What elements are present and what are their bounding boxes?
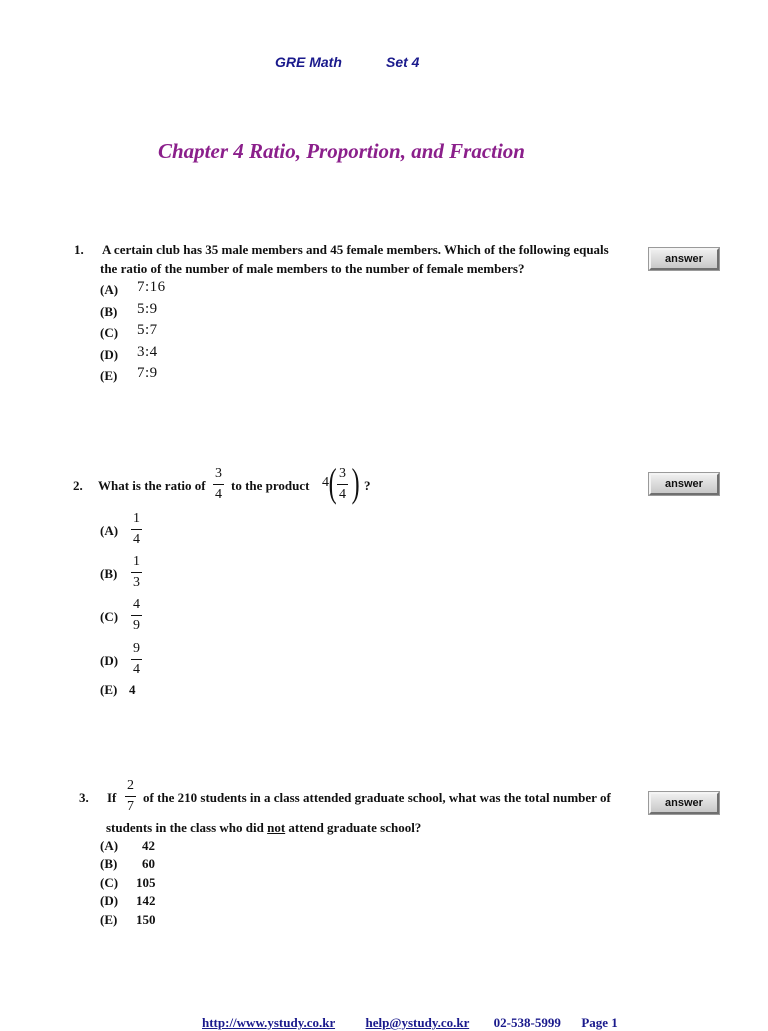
question-text: of the 210 students in a class attended graduate school, what was the total number of [143,790,611,805]
fraction-bar [131,659,142,660]
fraction-denominator: 4 [133,662,140,677]
choice-value: 60 [142,856,155,871]
fraction-denominator: 4 [133,532,140,547]
question-number: 1. [74,242,84,257]
fraction [337,466,348,503]
chapter-title: Chapter 4 Ratio, Proportion, and Fraction [158,139,525,163]
choice-fraction [131,597,142,634]
question-number: 3. [79,790,89,805]
answer-button-q3[interactable]: answer [649,792,719,814]
fraction-denominator: 3 [133,575,140,590]
coefficient: 4 [322,475,329,490]
fraction-denominator: 7 [127,799,134,814]
choice-fraction [131,511,142,548]
fraction-bar [131,572,142,573]
choice-fraction [131,554,142,591]
question-text: What is the ratio of [98,478,206,493]
question-text: students in the class who did [106,820,268,835]
question-number: 2. [73,478,83,493]
emphasis-not: not [267,820,286,835]
choice-label: (B) [100,304,118,319]
choice-label: (E) [100,912,118,927]
choice-label: (E) [100,682,118,697]
fraction-bar [131,615,142,616]
fraction-bar [131,529,142,530]
question-text: ? [364,478,371,493]
question-text: to the product [231,478,310,493]
choice-value: 105 [136,875,156,890]
choice-label: (D) [100,893,119,908]
choice-label: (C) [100,609,119,624]
choice-fraction [131,641,142,678]
fraction-denominator: 4 [215,487,222,502]
choice-value: 150 [136,912,156,927]
choice-value: 5:9 [137,301,158,317]
choice-value: 4 [129,682,136,697]
footer-url[interactable]: http://www.ystudy.co.kr [202,1015,336,1030]
choice-value: 7:16 [137,279,166,295]
question-text-line: A certain club has 35 male members and 45 female members. Which of the following equals [102,242,609,257]
right-parenthesis: ) [351,460,360,505]
answer-button-q1[interactable]: answer [649,248,719,270]
choice-label: (A) [100,282,119,297]
choice-value: 42 [142,838,155,853]
question-text-line [106,818,421,837]
choice-label: (A) [100,838,119,853]
choice-label: (A) [100,523,119,538]
footer-page: Page 1 [581,1015,618,1030]
fraction-numerator: 3 [339,466,346,481]
fraction [125,778,136,815]
choice-value: 3:4 [137,344,158,360]
choice-label: (C) [100,875,119,890]
choice-value: 142 [136,893,156,908]
fraction-denominator: 9 [133,618,140,633]
fraction-numerator: 1 [133,554,140,569]
fraction-bar [125,796,136,797]
choice-label: (E) [100,368,118,383]
fraction-denominator: 4 [339,487,346,502]
choice-label: (B) [100,856,118,871]
fraction-numerator: 9 [133,641,140,656]
question-text: If [107,790,117,805]
fraction-bar [337,484,348,485]
choice-label: (C) [100,325,119,340]
header-subject: GRE Math [275,54,342,70]
question-text: attend graduate school? [285,820,422,835]
question-text-line: the ratio of the number of male members to the number of female members? [100,261,525,276]
choice-label: (D) [100,347,119,362]
left-parenthesis: ( [328,460,337,505]
choice-value: 7:9 [137,365,158,381]
fraction [213,466,224,503]
footer [202,1015,618,1031]
footer-phone: 02-538-5999 [493,1015,561,1030]
fraction-numerator: 3 [215,466,222,481]
header-set: Set 4 [386,54,420,70]
fraction-bar [213,484,224,485]
fraction-numerator: 4 [133,597,140,612]
choice-label: (D) [100,653,119,668]
footer-email[interactable]: help@ystudy.co.kr [365,1015,470,1030]
choice-value: 5:7 [137,322,158,338]
answer-button-q2[interactable]: answer [649,473,719,495]
fraction-numerator: 1 [133,511,140,526]
choice-label: (B) [100,566,118,581]
fraction-numerator: 2 [127,778,134,793]
